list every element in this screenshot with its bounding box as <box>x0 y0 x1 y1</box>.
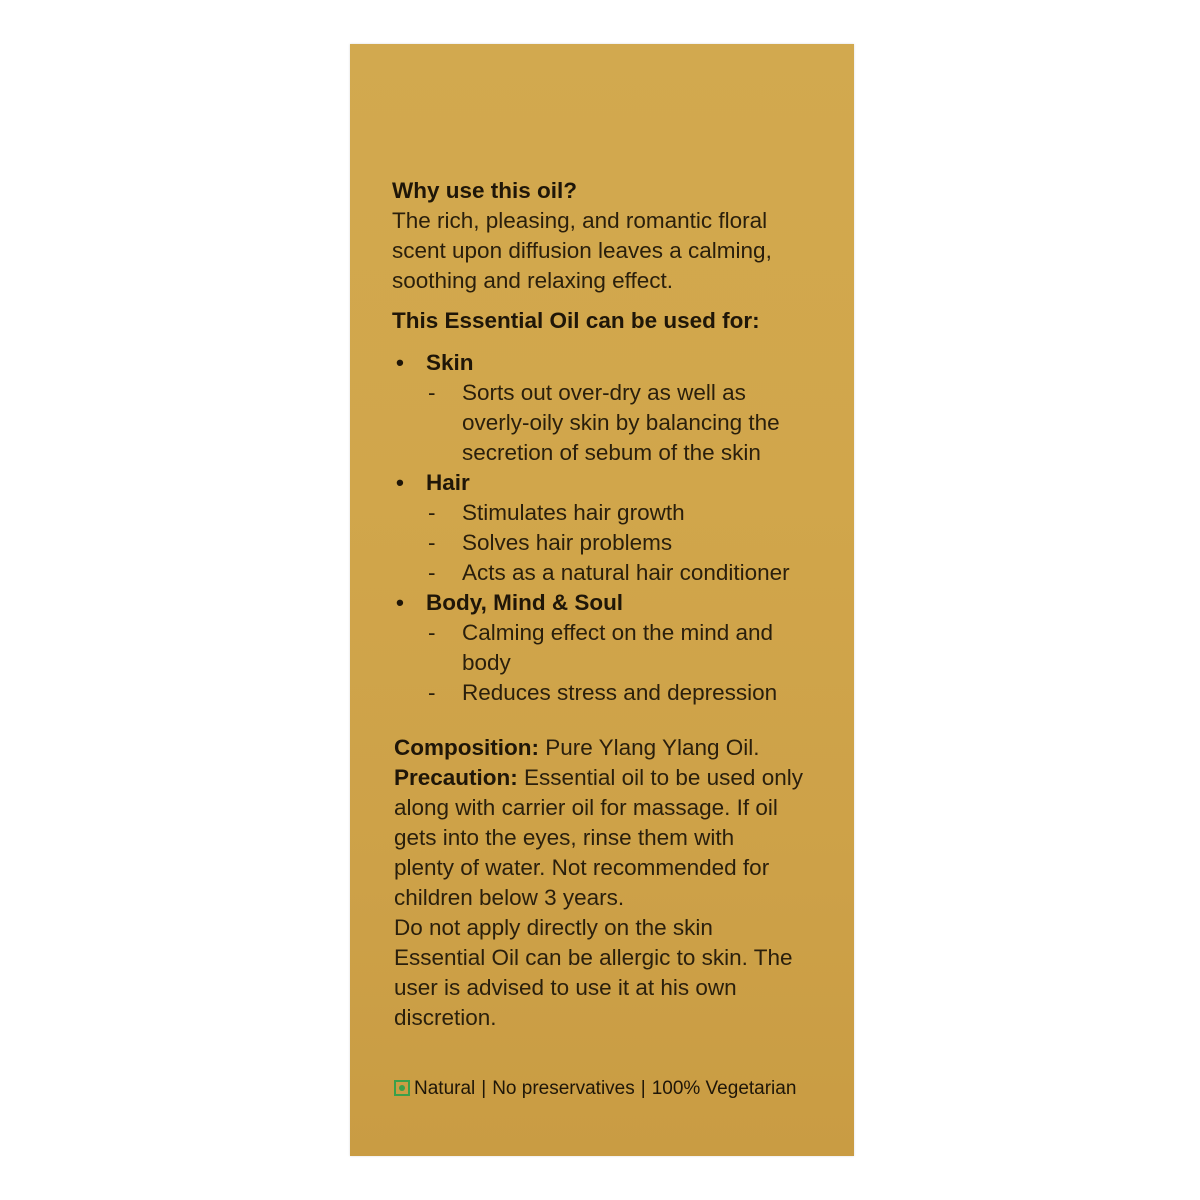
bullet-icon: • <box>396 470 404 495</box>
sub-item: - Acts as a natural hair conditioner <box>426 558 842 588</box>
precaution-label: Precaution: <box>394 765 518 790</box>
description-section <box>392 176 842 708</box>
why-line: soothing and relaxing effect. <box>392 268 674 293</box>
composition-precaution-section <box>394 733 844 1033</box>
why-line: The rich, pleasing, and romantic floral <box>392 208 768 233</box>
dash-icon: - <box>428 500 436 525</box>
why-heading: Why use this oil? <box>392 178 578 203</box>
use-category-hair <box>392 468 842 588</box>
precaution: Precaution: Essential oil to be used only along with carrier oil for massage. If oil gets into the eyes, rinse them with plenty of water. Not recommended for children below 3 years. Do not apply directly on the skin Essential Oil can be allergic to skin. The user is advised to use it at his own discretion. <box>394 765 803 1030</box>
footer-claims <box>394 1076 844 1102</box>
dash-icon: - <box>428 680 436 705</box>
dash-icon: - <box>428 380 436 405</box>
vegetarian-mark-icon <box>394 1080 410 1096</box>
uses-list <box>392 348 842 708</box>
separator: | <box>481 1078 487 1099</box>
sub-item: - Solves hair problems <box>426 528 842 558</box>
use-category-skin <box>392 348 842 468</box>
dash-icon: - <box>428 560 436 585</box>
composition-label: Composition: <box>394 735 539 760</box>
sub-item: - Reduces stress and depression <box>426 678 842 708</box>
sub-item: - Sorts out over-dry as well as overly-oily skin by balancing the secretion of sebum of the skin <box>428 380 780 465</box>
sub-list <box>426 498 842 588</box>
composition <box>394 733 844 763</box>
bullet-icon: • <box>396 590 404 615</box>
dash-icon: - <box>428 530 436 555</box>
product-box-back <box>350 44 854 1156</box>
dash-icon: - <box>428 620 436 645</box>
category-label: Body, Mind & Soul <box>426 590 624 615</box>
why-text <box>392 206 842 296</box>
claim-no-preservatives: No preservatives <box>492 1078 635 1099</box>
category-label: Skin <box>426 350 474 375</box>
claim-natural: Natural <box>414 1078 476 1099</box>
sub-item: - Calming effect on the mind and body <box>428 620 774 675</box>
sub-list <box>426 378 842 468</box>
use-category-body-mind-soul <box>392 588 842 708</box>
why-line: scent upon diffusion leaves a calming, <box>392 238 772 263</box>
bullet-icon: • <box>396 350 404 375</box>
uses-heading: This Essential Oil can be used for: <box>392 308 760 333</box>
separator: | <box>640 1078 646 1099</box>
sub-item: - Stimulates hair growth <box>426 498 842 528</box>
claim-vegetarian: 100% Vegetarian <box>651 1078 797 1099</box>
composition-value: Pure Ylang Ylang Oil. <box>545 735 760 760</box>
sub-list <box>426 618 842 708</box>
category-label: Hair <box>426 470 470 495</box>
